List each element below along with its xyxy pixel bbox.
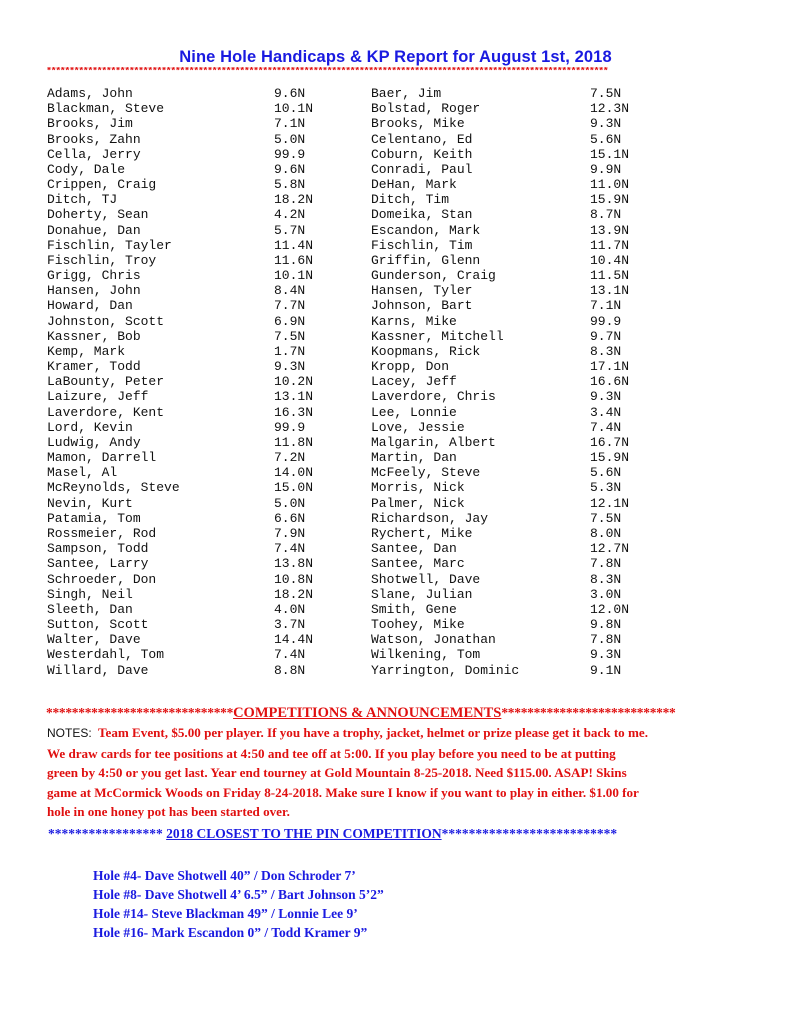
player-row <box>371 314 671 329</box>
player-name: Hansen, Tyler <box>371 283 473 299</box>
player-row <box>47 207 347 222</box>
notes-line: green by 4:50 or you get last. Year end tourney at Gold Mountain 8-25-2018. Need $115.00. ASAP! Skins <box>47 765 627 780</box>
player-handicap: 4.0N <box>274 601 306 617</box>
player-handicap: 6.9N <box>274 313 306 329</box>
player-handicap: 5.0N <box>274 131 306 147</box>
player-handicap: 7.4N <box>590 419 622 435</box>
player-handicap: 16.3N <box>274 404 314 420</box>
player-row <box>371 268 671 283</box>
player-handicap: 3.4N <box>590 404 622 420</box>
player-name: LaBounty, Peter <box>47 374 165 390</box>
player-handicap: 7.5N <box>590 510 622 526</box>
notes-line: We draw cards for tee positions at 4:50 and tee off at 5:00. If you play before you need to be at putting <box>47 745 616 761</box>
player-name: Sleeth, Dan <box>47 601 133 617</box>
player-name: Fischlin, Tim <box>371 237 473 253</box>
player-handicap: 8.8N <box>274 662 306 678</box>
player-handicap: 9.8N <box>590 617 622 633</box>
player-name: Santee, Marc <box>371 556 465 572</box>
player-row <box>371 420 671 435</box>
player-handicap: 11.8N <box>274 434 314 450</box>
player-name: Lee, Lonnie <box>371 404 457 420</box>
player-row <box>47 526 347 541</box>
player-handicap: 99.9 <box>274 146 306 162</box>
player-name: Bolstad, Roger <box>371 101 481 117</box>
player-name: Schroeder, Don <box>47 571 157 587</box>
player-row <box>371 344 671 359</box>
player-handicap: 13.1N <box>274 389 314 405</box>
player-handicap: 9.7N <box>590 328 622 344</box>
player-row <box>47 223 347 238</box>
player-row <box>371 101 671 116</box>
player-name: Cella, Jerry <box>47 146 141 162</box>
player-handicap: 17.1N <box>590 359 630 375</box>
player-handicap: 9.1N <box>590 662 622 678</box>
player-handicap: 8.0N <box>590 525 622 541</box>
player-row <box>371 86 671 101</box>
player-name: Yarrington, Dominic <box>371 662 520 678</box>
player-name: Grigg, Chris <box>47 268 141 284</box>
player-name: Morris, Nick <box>371 480 465 496</box>
roster-left-column <box>47 86 347 678</box>
player-row <box>371 132 671 147</box>
player-handicap: 8.3N <box>590 343 622 359</box>
player-name: Ditch, Tim <box>371 192 450 208</box>
player-row <box>371 238 671 253</box>
player-handicap: 99.9 <box>590 313 622 329</box>
player-row <box>47 374 347 389</box>
player-row <box>47 253 347 268</box>
player-name: Toohey, Mike <box>371 617 465 633</box>
kp-stars-left: ***************** <box>48 826 163 841</box>
player-handicap: 7.7N <box>274 298 306 314</box>
player-row <box>371 450 671 465</box>
player-name: Crippen, Craig <box>47 177 157 193</box>
player-name: Singh, Neil <box>47 586 133 602</box>
player-name: Ludwig, Andy <box>47 434 141 450</box>
player-name: Brooks, Jim <box>47 116 133 132</box>
player-name: Patamia, Tom <box>47 510 141 526</box>
player-name: Masel, Al <box>47 465 118 481</box>
player-row <box>47 450 347 465</box>
player-name: Shotwell, Dave <box>371 571 481 587</box>
player-name: Baer, Jim <box>371 86 442 101</box>
player-row <box>371 253 671 268</box>
player-name: Laverdore, Chris <box>371 389 496 405</box>
player-name: Lord, Kevin <box>47 419 133 435</box>
player-handicap: 15.9N <box>590 192 630 208</box>
player-name: Kropp, Don <box>371 359 450 375</box>
player-name: Nevin, Kurt <box>47 495 133 511</box>
player-row <box>371 572 671 587</box>
player-handicap: 16.6N <box>590 374 630 390</box>
kp-result-hole-4: Hole #4- Dave Shotwell 40” / Don Schroder 7’ <box>93 868 356 883</box>
player-row <box>371 162 671 177</box>
player-handicap: 7.1N <box>590 298 622 314</box>
kp-results-list <box>93 866 384 942</box>
player-row <box>47 132 347 147</box>
player-handicap: 14.4N <box>274 632 314 648</box>
player-row <box>371 511 671 526</box>
player-row <box>371 480 671 495</box>
player-handicap: 9.6N <box>274 86 306 101</box>
kp-result-hole-14: Hole #14- Steve Blackman 49” / Lonnie Lee 9’ <box>93 906 358 921</box>
player-name: Watson, Jonathan <box>371 632 496 648</box>
player-handicap: 7.2N <box>274 450 306 466</box>
player-row <box>47 162 347 177</box>
kp-heading <box>48 826 748 842</box>
player-name: Brooks, Zahn <box>47 131 141 147</box>
player-row <box>47 329 347 344</box>
player-row <box>47 344 347 359</box>
player-name: Fischlin, Troy <box>47 252 157 268</box>
player-handicap: 5.6N <box>590 131 622 147</box>
player-name: Slane, Julian <box>371 586 473 602</box>
player-handicap: 14.0N <box>274 465 314 481</box>
player-handicap: 16.7N <box>590 434 630 450</box>
player-row <box>371 374 671 389</box>
player-handicap: 10.1N <box>274 101 314 117</box>
player-handicap: 3.0N <box>590 586 622 602</box>
player-row <box>47 268 347 283</box>
player-handicap: 13.9N <box>590 222 630 238</box>
player-handicap: 9.3N <box>590 647 622 663</box>
player-row <box>371 617 671 632</box>
notes-line: game at McCormick Woods on Friday 8-24-2018. Make sure I know if you want to play in either. $1.00 for <box>47 784 639 800</box>
player-row <box>47 298 347 313</box>
player-row <box>47 177 347 192</box>
player-name: Ditch, TJ <box>47 192 118 208</box>
player-handicap: 8.7N <box>590 207 622 223</box>
player-handicap: 15.0N <box>274 480 314 496</box>
player-handicap: 6.6N <box>274 510 306 526</box>
title-divider: ************************************************************************************************************************** <box>46 67 608 78</box>
player-name: Adams, John <box>47 86 133 101</box>
player-name: Kemp, Mark <box>47 343 126 359</box>
player-handicap: 9.3N <box>274 359 306 375</box>
player-row <box>371 389 671 404</box>
player-row <box>47 283 347 298</box>
player-row <box>47 359 347 374</box>
player-handicap: 10.8N <box>274 571 314 587</box>
player-row <box>47 116 347 131</box>
player-row <box>47 496 347 511</box>
player-handicap: 18.2N <box>274 192 314 208</box>
player-name: McReynolds, Steve <box>47 480 180 496</box>
player-row <box>47 480 347 495</box>
player-name: Celentano, Ed <box>371 131 473 147</box>
player-handicap: 15.9N <box>590 450 630 466</box>
player-name: Karns, Mike <box>371 313 457 329</box>
heading-stars-left: ***************************** <box>46 705 234 720</box>
player-handicap: 11.5N <box>590 268 630 284</box>
player-handicap: 18.2N <box>274 586 314 602</box>
player-name: Johnson, Bart <box>371 298 473 314</box>
player-name: Wilkening, Tom <box>371 647 481 663</box>
announcements-heading <box>46 705 746 722</box>
player-row <box>47 465 347 480</box>
player-row <box>47 602 347 617</box>
player-handicap: 11.7N <box>590 237 630 253</box>
player-handicap: 7.9N <box>274 525 306 541</box>
player-row <box>371 632 671 647</box>
notes-line: hole in one honey pot has been started over. <box>47 804 290 819</box>
player-handicap: 7.5N <box>274 328 306 344</box>
player-row <box>47 147 347 162</box>
player-row <box>47 511 347 526</box>
announcements-heading-text: COMPETITIONS & ANNOUNCEMENTS <box>233 705 502 721</box>
player-name: Santee, Dan <box>371 541 457 557</box>
player-handicap: 7.1N <box>274 116 306 132</box>
notes-line <box>47 723 752 744</box>
player-handicap: 9.3N <box>590 389 622 405</box>
player-row <box>371 207 671 222</box>
player-name: Rossmeier, Rod <box>47 525 157 541</box>
player-row <box>371 435 671 450</box>
player-row <box>371 602 671 617</box>
player-handicap: 13.8N <box>274 556 314 572</box>
player-row <box>371 116 671 131</box>
player-row <box>371 663 671 678</box>
player-handicap: 5.6N <box>590 465 622 481</box>
report-title: Nine Hole Handicaps & KP Report for August 1st, 2018 <box>179 48 612 66</box>
player-row <box>47 389 347 404</box>
player-handicap: 10.2N <box>274 374 314 390</box>
player-name: Howard, Dan <box>47 298 133 314</box>
player-row <box>47 617 347 632</box>
roster-right-column <box>371 86 671 678</box>
player-name: McFeely, Steve <box>371 465 481 481</box>
player-name: Koopmans, Rick <box>371 343 481 359</box>
player-row <box>371 359 671 374</box>
player-row <box>371 283 671 298</box>
kp-result-hole-8: Hole #8- Dave Shotwell 4’ 6.5” / Bart Johnson 5’2” <box>93 887 384 902</box>
player-name: Kassner, Mitchell <box>371 328 504 344</box>
player-row <box>47 86 347 101</box>
player-handicap: 10.4N <box>590 252 630 268</box>
player-name: Sutton, Scott <box>47 617 149 633</box>
player-name: Laverdore, Kent <box>47 404 165 420</box>
player-name: Sampson, Todd <box>47 541 149 557</box>
player-name: Lacey, Jeff <box>371 374 457 390</box>
player-row <box>47 238 347 253</box>
player-name: Smith, Gene <box>371 601 457 617</box>
player-name: Blackman, Steve <box>47 101 165 117</box>
player-handicap: 11.4N <box>274 237 314 253</box>
player-handicap: 13.1N <box>590 283 630 299</box>
player-row <box>47 587 347 602</box>
player-handicap: 7.4N <box>274 647 306 663</box>
player-row <box>371 465 671 480</box>
player-handicap: 5.7N <box>274 222 306 238</box>
player-row <box>47 435 347 450</box>
player-name: Kassner, Bob <box>47 328 141 344</box>
notes-text: Team Event, $5.00 per player. If you have a trophy, jacket, helmet or prize please get it back to me. <box>97 725 648 740</box>
player-name: Kramer, Todd <box>47 359 141 375</box>
player-row <box>371 223 671 238</box>
player-handicap: 9.9N <box>590 161 622 177</box>
player-name: Westerdahl, Tom <box>47 647 165 663</box>
player-name: DeHan, Mark <box>371 177 457 193</box>
player-handicap: 10.1N <box>274 268 314 284</box>
player-name: Rychert, Mike <box>371 525 473 541</box>
player-name: Palmer, Nick <box>371 495 465 511</box>
player-name: Johnston, Scott <box>47 313 165 329</box>
player-name: Richardson, Jay <box>371 510 489 526</box>
player-row <box>47 314 347 329</box>
player-name: Doherty, Sean <box>47 207 149 223</box>
heading-stars-right: *************************** <box>501 705 676 720</box>
kp-stars-right: ************************** <box>441 826 618 841</box>
player-name: Conradi, Paul <box>371 161 473 177</box>
player-row <box>371 587 671 602</box>
player-row <box>47 541 347 556</box>
notes-label: NOTES: <box>47 726 92 740</box>
kp-result-hole-16: Hole #16- Mark Escandon 0” / Todd Kramer 9” <box>93 925 368 940</box>
player-row <box>371 541 671 556</box>
player-row <box>47 405 347 420</box>
player-handicap: 7.5N <box>590 86 622 101</box>
player-name: Cody, Dale <box>47 161 126 177</box>
player-row <box>371 526 671 541</box>
player-name: Brooks, Mike <box>371 116 465 132</box>
player-handicap: 99.9 <box>274 419 306 435</box>
player-name: Love, Jessie <box>371 419 465 435</box>
player-name: Laizure, Jeff <box>47 389 149 405</box>
player-name: Willard, Dave <box>47 662 149 678</box>
player-row <box>371 329 671 344</box>
player-row <box>47 632 347 647</box>
kp-heading-text: 2018 CLOSEST TO THE PIN COMPETITION <box>166 826 442 841</box>
player-row <box>371 177 671 192</box>
player-handicap: 5.8N <box>274 177 306 193</box>
player-name: Hansen, John <box>47 283 141 299</box>
player-row <box>47 572 347 587</box>
player-handicap: 15.1N <box>590 146 630 162</box>
player-name: Martin, Dan <box>371 450 457 466</box>
player-handicap: 12.1N <box>590 495 630 511</box>
player-row <box>371 298 671 313</box>
player-name: Domeika, Stan <box>371 207 473 223</box>
player-handicap: 3.7N <box>274 617 306 633</box>
player-row <box>47 192 347 207</box>
player-row <box>371 147 671 162</box>
player-name: Griffin, Glenn <box>371 252 481 268</box>
player-handicap: 5.3N <box>590 480 622 496</box>
player-handicap: 8.3N <box>590 571 622 587</box>
player-handicap: 5.0N <box>274 495 306 511</box>
announcements-notes <box>47 723 752 822</box>
player-row <box>371 647 671 662</box>
player-name: Walter, Dave <box>47 632 141 648</box>
player-row <box>371 496 671 511</box>
player-row <box>371 556 671 571</box>
player-name: Coburn, Keith <box>371 146 473 162</box>
player-row <box>371 405 671 420</box>
player-handicap: 7.4N <box>274 541 306 557</box>
player-handicap: 12.0N <box>590 601 630 617</box>
player-row <box>47 647 347 662</box>
player-row <box>47 101 347 116</box>
player-name: Santee, Larry <box>47 556 149 572</box>
player-handicap: 4.2N <box>274 207 306 223</box>
player-name: Malgarin, Albert <box>371 434 496 450</box>
player-handicap: 12.3N <box>590 101 630 117</box>
player-row <box>47 420 347 435</box>
player-handicap: 8.4N <box>274 283 306 299</box>
player-handicap: 1.7N <box>274 343 306 359</box>
player-handicap: 11.6N <box>274 252 314 268</box>
player-handicap: 9.6N <box>274 161 306 177</box>
player-name: Gunderson, Craig <box>371 268 496 284</box>
player-name: Mamon, Darrell <box>47 450 157 466</box>
player-name: Fischlin, Tayler <box>47 237 172 253</box>
player-row <box>47 663 347 678</box>
player-handicap: 12.7N <box>590 541 630 557</box>
player-handicap: 11.0N <box>590 177 630 193</box>
player-handicap: 9.3N <box>590 116 622 132</box>
player-row <box>371 192 671 207</box>
player-handicap: 7.8N <box>590 632 622 648</box>
player-handicap: 7.8N <box>590 556 622 572</box>
player-row <box>47 556 347 571</box>
player-name: Escandon, Mark <box>371 222 481 238</box>
player-name: Donahue, Dan <box>47 222 141 238</box>
